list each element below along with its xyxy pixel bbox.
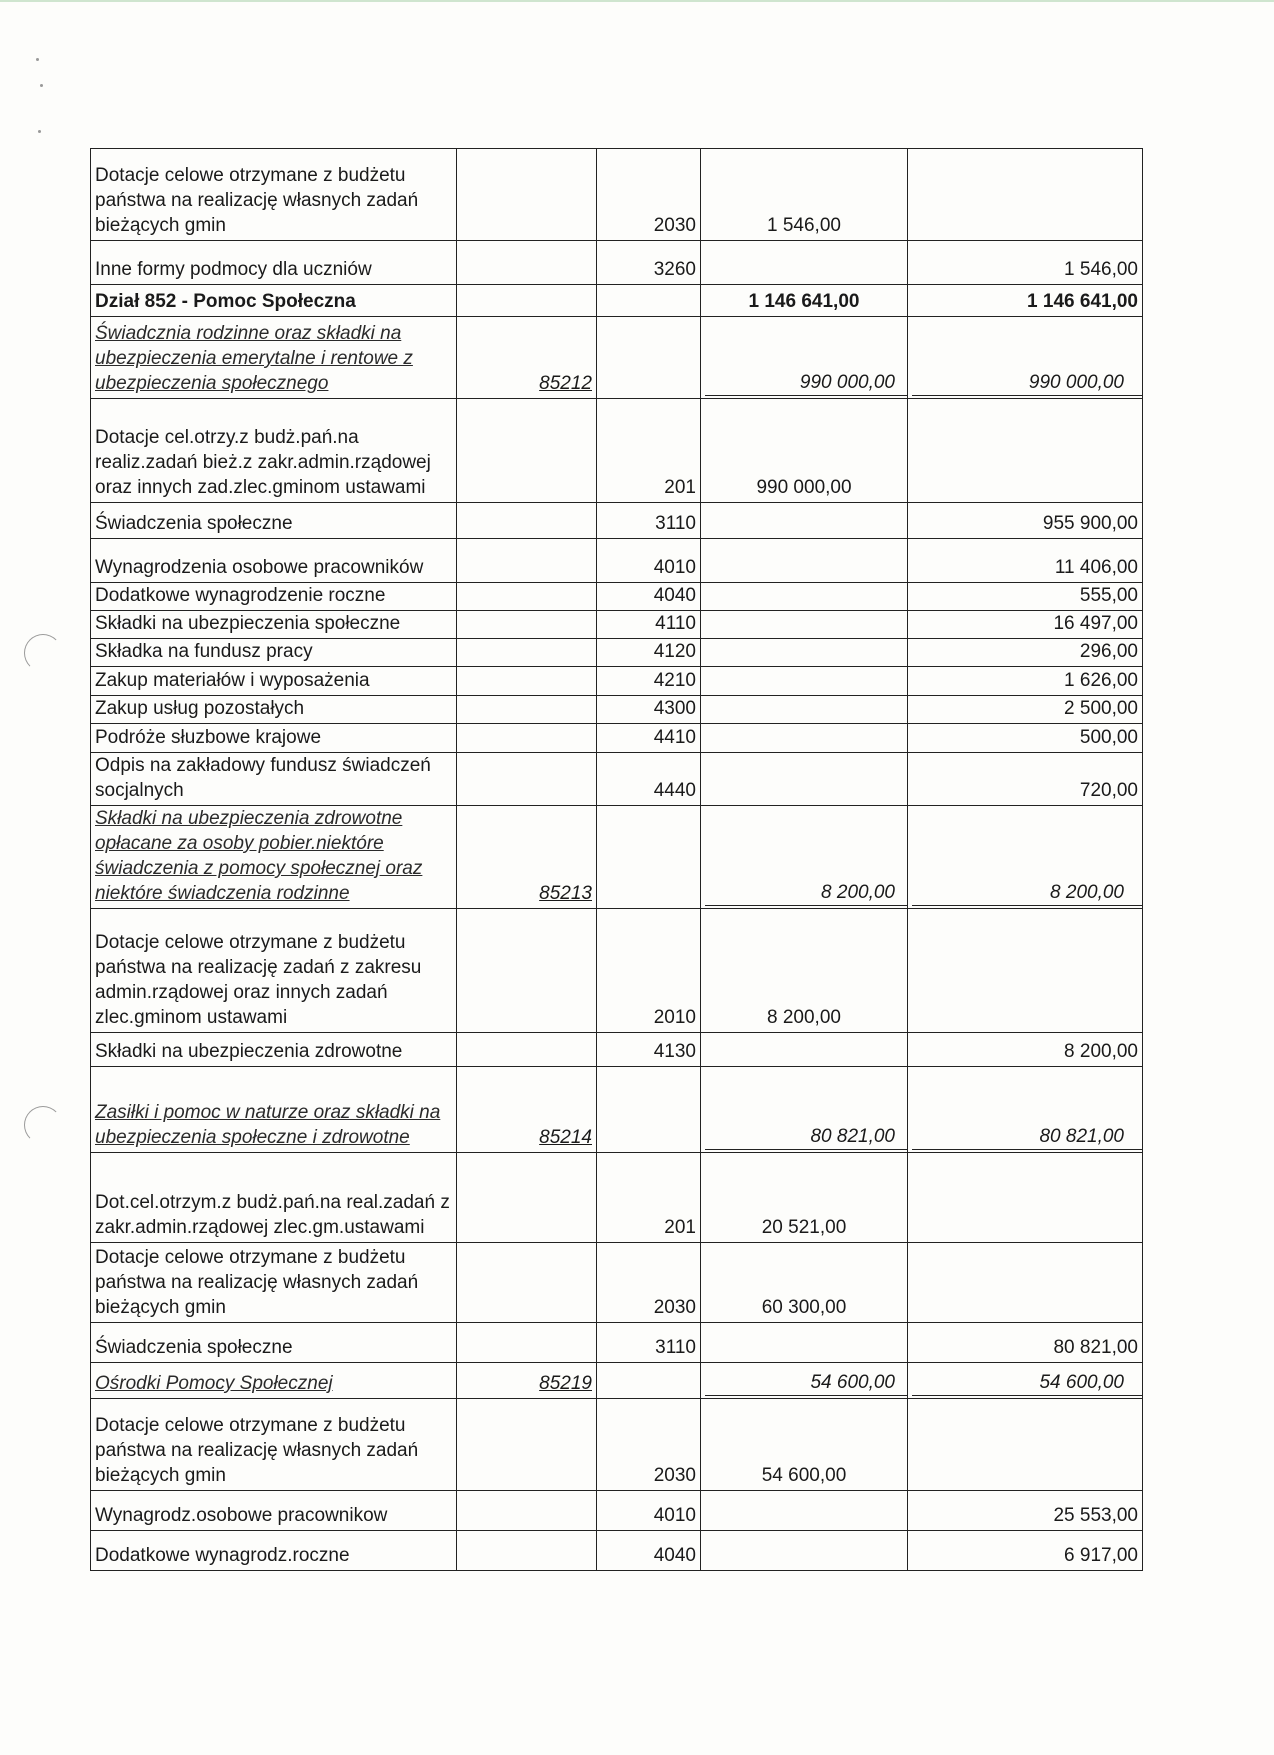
expense-cell bbox=[908, 1243, 1143, 1323]
expense-cell bbox=[908, 1153, 1143, 1243]
expense-cell: 25 553,00 bbox=[908, 1491, 1143, 1531]
expense-cell: 2 500,00 bbox=[908, 696, 1143, 724]
amount-value: 990 000,00 bbox=[705, 370, 908, 396]
chapter-code-cell bbox=[457, 285, 597, 317]
paragraph-code-cell: 2030 bbox=[597, 1243, 701, 1323]
row-name-cell: Dotacje cel.otrzy.z budż.pań.na realiz.zadań bież.z zakr.admin.rządowej oraz innych zad.zlec.gminom ustawami bbox=[91, 399, 457, 503]
table-row bbox=[91, 611, 1143, 639]
paragraph-code-cell: 3110 bbox=[597, 503, 701, 539]
punch-hole-upper bbox=[24, 634, 62, 672]
punch-hole-lower bbox=[24, 1106, 62, 1144]
row-name-cell: Składki na ubezpieczenia zdrowotne bbox=[91, 1033, 457, 1067]
row-name-cell: Dotacje celowe otrzymane z budżetu państwa na realizację własnych zadań bieżących gmin bbox=[91, 1399, 457, 1491]
table-row bbox=[91, 639, 1143, 667]
income-cell: 8 200,00 bbox=[701, 909, 908, 1033]
paragraph-code-cell: 4010 bbox=[597, 539, 701, 583]
income-cell bbox=[701, 611, 908, 639]
table-row bbox=[91, 149, 1143, 241]
row-name-cell: Zasiłki i pomoc w naturze oraz składki na ubezpieczenia społeczne i zdrowotne bbox=[91, 1067, 457, 1153]
chapter-code-cell: 85219 bbox=[457, 1363, 597, 1399]
paragraph-code-cell: 4440 bbox=[597, 753, 701, 806]
income-cell bbox=[701, 241, 908, 285]
chapter-code-cell bbox=[457, 149, 597, 241]
chapter-code-cell bbox=[457, 1491, 597, 1531]
paragraph-code-cell: 2030 bbox=[597, 1399, 701, 1491]
paragraph-code-cell bbox=[597, 1363, 701, 1399]
row-name-cell: Dodatkowe wynagrodz.roczne bbox=[91, 1531, 457, 1571]
expense-cell: 80 821,00 bbox=[908, 1323, 1143, 1363]
income-cell bbox=[701, 539, 908, 583]
table-row bbox=[91, 1033, 1143, 1067]
income-cell: 20 521,00 bbox=[701, 1153, 908, 1243]
income-cell bbox=[701, 1491, 908, 1531]
chapter-code-cell bbox=[457, 1531, 597, 1571]
amount-value: 8 200,00 bbox=[705, 880, 908, 906]
chapter-code-cell bbox=[457, 241, 597, 285]
row-name-cell: Inne formy podmocy dla uczniów bbox=[91, 241, 457, 285]
chapter-code-cell bbox=[457, 667, 597, 696]
income-cell bbox=[701, 317, 908, 399]
row-name-cell: Odpis na zakładowy fundusz świadczeń socjalnych bbox=[91, 753, 457, 806]
paragraph-code-cell: 4410 bbox=[597, 724, 701, 753]
income-cell: 60 300,00 bbox=[701, 1243, 908, 1323]
income-cell bbox=[701, 753, 908, 806]
paragraph-code-cell: 3110 bbox=[597, 1323, 701, 1363]
table-row bbox=[91, 399, 1143, 503]
row-name-cell: Dotacje celowe otrzymane z budżetu państwa na realizację zadań z zakresu admin.rządowej oraz innych zadań zlec.gminom ustawami bbox=[91, 909, 457, 1033]
chapter-code-cell bbox=[457, 539, 597, 583]
income-cell bbox=[701, 583, 908, 611]
row-name-cell: Świadczenia społeczne bbox=[91, 1323, 457, 1363]
row-name-cell: Dotacje celowe otrzymane z budżetu państwa na realizację własnych zadań bieżących gmin bbox=[91, 1243, 457, 1323]
table-row bbox=[91, 909, 1143, 1033]
amount-value: 54 600,00 bbox=[705, 1370, 908, 1396]
expense-cell bbox=[908, 1399, 1143, 1491]
paragraph-code-cell: 201 bbox=[597, 1153, 701, 1243]
expense-cell: 1 626,00 bbox=[908, 667, 1143, 696]
table-row bbox=[91, 724, 1143, 753]
budget-table bbox=[90, 148, 1143, 1571]
expense-cell bbox=[908, 909, 1143, 1033]
expense-cell: 8 200,00 bbox=[908, 1033, 1143, 1067]
table-row bbox=[91, 696, 1143, 724]
paragraph-code-cell: 4040 bbox=[597, 583, 701, 611]
table-row bbox=[91, 241, 1143, 285]
row-name-cell: Ośrodki Pomocy Społecznej bbox=[91, 1363, 457, 1399]
scan-speck bbox=[36, 58, 39, 61]
row-name-cell: Dział 852 - Pomoc Społeczna bbox=[91, 285, 457, 317]
chapter-code-cell bbox=[457, 1153, 597, 1243]
paragraph-code-cell: 4040 bbox=[597, 1531, 701, 1571]
expense-cell bbox=[908, 149, 1143, 241]
row-name-cell: Składki na ubezpieczenia zdrowotne opłacane za osoby pobier.niektóre świadczenia z pomocy społecznej oraz niektóre świadczenia rodzinne bbox=[91, 806, 457, 909]
income-cell bbox=[701, 1531, 908, 1571]
row-name-cell: Wynagrodzenia osobowe pracowników bbox=[91, 539, 457, 583]
table-row bbox=[91, 1531, 1143, 1571]
chapter-code-cell: 85214 bbox=[457, 1067, 597, 1153]
income-cell: 54 600,00 bbox=[701, 1399, 908, 1491]
paragraph-code-cell: 2010 bbox=[597, 909, 701, 1033]
amount-value: 54 600,00 bbox=[912, 1370, 1143, 1396]
expense-cell: 500,00 bbox=[908, 724, 1143, 753]
row-name-cell: Zakup materiałów i wyposażenia bbox=[91, 667, 457, 696]
income-cell: 990 000,00 bbox=[701, 399, 908, 503]
expense-cell: 6 917,00 bbox=[908, 1531, 1143, 1571]
expense-cell bbox=[908, 806, 1143, 909]
income-cell bbox=[701, 1363, 908, 1399]
chapter-row bbox=[91, 1067, 1143, 1153]
table-row bbox=[91, 1491, 1143, 1531]
expense-cell: 720,00 bbox=[908, 753, 1143, 806]
chapter-code-cell bbox=[457, 753, 597, 806]
chapter-code-cell bbox=[457, 724, 597, 753]
paragraph-code-cell bbox=[597, 285, 701, 317]
table-row bbox=[91, 1399, 1143, 1491]
expense-cell: 296,00 bbox=[908, 639, 1143, 667]
income-cell: 1 546,00 bbox=[701, 149, 908, 241]
row-name-cell: Dotacje celowe otrzymane z budżetu państwa na realizację własnych zadań bieżących gmin bbox=[91, 149, 457, 241]
expense-cell: 1 146 641,00 bbox=[908, 285, 1143, 317]
scan-speck bbox=[38, 130, 41, 133]
table-row bbox=[91, 583, 1143, 611]
chapter-code-cell bbox=[457, 1323, 597, 1363]
table-row bbox=[91, 1153, 1143, 1243]
paragraph-code-cell bbox=[597, 317, 701, 399]
chapter-code-cell bbox=[457, 503, 597, 539]
paragraph-code-cell bbox=[597, 1067, 701, 1153]
amount-value: 990 000,00 bbox=[912, 370, 1143, 396]
income-cell: 1 146 641,00 bbox=[701, 285, 908, 317]
chapter-code-cell bbox=[457, 611, 597, 639]
chapter-code-cell bbox=[457, 1243, 597, 1323]
income-cell bbox=[701, 503, 908, 539]
chapter-row bbox=[91, 1363, 1143, 1399]
expense-cell bbox=[908, 317, 1143, 399]
expense-cell bbox=[908, 1067, 1143, 1153]
row-name-cell: Podróże słuzbowe krajowe bbox=[91, 724, 457, 753]
expense-cell: 955 900,00 bbox=[908, 503, 1143, 539]
paragraph-code-cell bbox=[597, 806, 701, 909]
income-cell bbox=[701, 1067, 908, 1153]
income-cell bbox=[701, 696, 908, 724]
paragraph-code-cell: 4120 bbox=[597, 639, 701, 667]
expense-cell: 16 497,00 bbox=[908, 611, 1143, 639]
table-row bbox=[91, 1243, 1143, 1323]
amount-value: 80 821,00 bbox=[912, 1124, 1143, 1150]
paragraph-code-cell: 4300 bbox=[597, 696, 701, 724]
income-cell bbox=[701, 1323, 908, 1363]
chapter-code-cell bbox=[457, 1033, 597, 1067]
row-name-cell: Dodatkowe wynagrodzenie roczne bbox=[91, 583, 457, 611]
chapter-code-cell bbox=[457, 583, 597, 611]
row-name-cell: Świadczenia społeczne bbox=[91, 503, 457, 539]
table-row bbox=[91, 753, 1143, 806]
income-cell bbox=[701, 1033, 908, 1067]
paragraph-code-cell: 4130 bbox=[597, 1033, 701, 1067]
chapter-code-cell bbox=[457, 909, 597, 1033]
amount-value: 80 821,00 bbox=[705, 1124, 908, 1150]
table-row bbox=[91, 503, 1143, 539]
paragraph-code-cell: 4110 bbox=[597, 611, 701, 639]
row-name-cell: Dot.cel.otrzym.z budż.pań.na real.zadań z zakr.admin.rządowej zlec.gm.ustawami bbox=[91, 1153, 457, 1243]
paragraph-code-cell: 2030 bbox=[597, 149, 701, 241]
income-cell bbox=[701, 806, 908, 909]
row-name-cell: Zakup usług pozostałych bbox=[91, 696, 457, 724]
paragraph-code-cell: 4210 bbox=[597, 667, 701, 696]
expense-cell: 11 406,00 bbox=[908, 539, 1143, 583]
chapter-code-cell bbox=[457, 1399, 597, 1491]
expense-cell bbox=[908, 399, 1143, 503]
table-row bbox=[91, 667, 1143, 696]
paragraph-code-cell: 3260 bbox=[597, 241, 701, 285]
income-cell bbox=[701, 667, 908, 696]
chapter-code-cell bbox=[457, 696, 597, 724]
income-cell bbox=[701, 639, 908, 667]
amount-value: 8 200,00 bbox=[912, 880, 1143, 906]
row-name-cell: Składka na fundusz pracy bbox=[91, 639, 457, 667]
income-cell bbox=[701, 724, 908, 753]
chapter-code-cell: 85212 bbox=[457, 317, 597, 399]
expense-cell bbox=[908, 1363, 1143, 1399]
chapter-row bbox=[91, 317, 1143, 399]
scan-speck bbox=[40, 84, 43, 87]
expense-cell: 1 546,00 bbox=[908, 241, 1143, 285]
row-name-cell: Świadcznia rodzinne oraz składki na ubezpieczenia emerytalne i rentowe z ubezpieczenia społecznego bbox=[91, 317, 457, 399]
chapter-code-cell: 85213 bbox=[457, 806, 597, 909]
paragraph-code-cell: 201 bbox=[597, 399, 701, 503]
page-top-edge bbox=[0, 0, 1274, 2]
row-name-cell: Wynagrodz.osobowe pracownikow bbox=[91, 1491, 457, 1531]
table-row bbox=[91, 539, 1143, 583]
chapter-code-cell bbox=[457, 399, 597, 503]
budget-table-body bbox=[91, 149, 1143, 1571]
row-name-cell: Składki na ubezpieczenia społeczne bbox=[91, 611, 457, 639]
section-row bbox=[91, 285, 1143, 317]
chapter-code-cell bbox=[457, 639, 597, 667]
chapter-row bbox=[91, 806, 1143, 909]
expense-cell: 555,00 bbox=[908, 583, 1143, 611]
paragraph-code-cell: 4010 bbox=[597, 1491, 701, 1531]
table-row bbox=[91, 1323, 1143, 1363]
